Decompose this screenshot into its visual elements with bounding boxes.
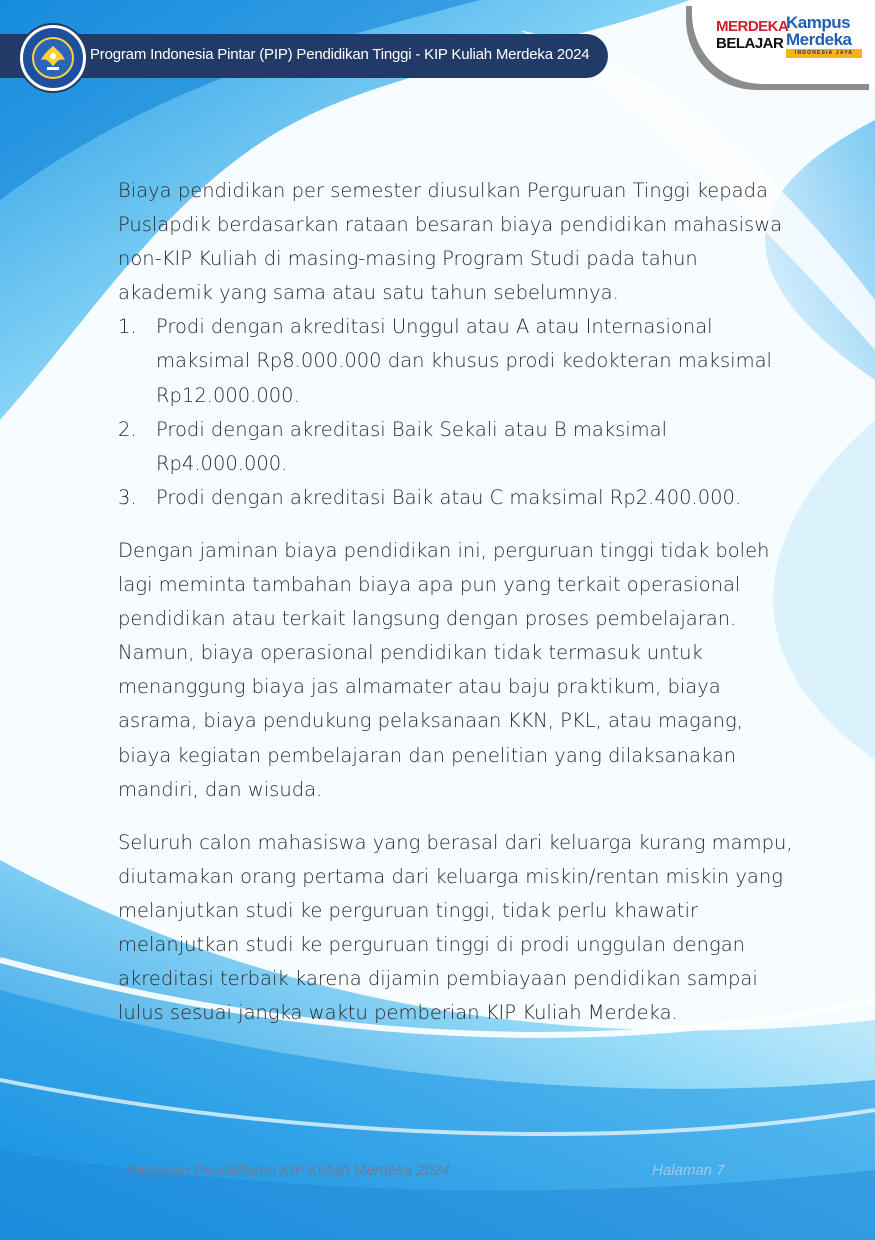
spacer — [118, 515, 798, 534]
spacer — [118, 807, 798, 826]
header-title: Program Indonesia Pintar (PIP) Pendidikan Tinggi - KIP Kuliah Merdeka 2024 — [90, 46, 590, 63]
list-text: Prodi dengan akreditasi Unggul atau A atau Internasional maksimal Rp8.000.000 dan khusus prodi kedokteran maksimal Rp12.000.000. — [156, 315, 772, 407]
footer-document-title: Pedoman Pendaftaran KIP Kuliah Merdeka 2024 — [126, 1162, 450, 1179]
footer-page-number: Halaman 7 — [652, 1162, 725, 1179]
list-number: 3. — [118, 485, 137, 509]
list-text: Prodi dengan akreditasi Baik atau C maksimal Rp2.400.000. — [156, 485, 742, 509]
list-item — [118, 413, 798, 481]
list-number: 2. — [118, 417, 137, 441]
merdeka-belajar-line1: MERDEKA — [716, 18, 789, 35]
main-content — [118, 174, 798, 1030]
list-number: 1. — [118, 315, 137, 339]
emblem-icon — [31, 36, 75, 80]
kampus-merdeka-line1: Kampus — [786, 13, 851, 32]
tut-wuri-handayani-logo — [20, 25, 86, 91]
paragraph-biaya-pendidikan: Biaya pendidikan per semester diusulkan Perguruan Tinggi kepada Puslapdik berdasarkan rataan besaran biaya pendidikan mahasiswa non-KIP Kuliah di masing-masing Program Studi pada tahun akademik yang sama atau satu tahun sebelumnya. — [118, 179, 783, 305]
akreditasi-list — [118, 310, 798, 515]
list-item — [118, 310, 798, 412]
list-item — [118, 481, 798, 515]
kampus-merdeka-tagline: INDONESIA JAYA — [786, 49, 862, 58]
merdeka-belajar-logo — [716, 18, 788, 52]
kampus-merdeka-line2: Merdeka — [786, 30, 852, 49]
list-text: Prodi dengan akreditasi Baik Sekali atau B maksimal Rp4.000.000. — [156, 417, 668, 475]
merdeka-belajar-line2: BELAJAR — [716, 35, 784, 52]
paragraph-jaminan-biaya: Dengan jaminan biaya pendidikan ini, perguruan tinggi tidak boleh lagi meminta tambahan biaya apa pun yang terkait operasional pendidikan atau terkait langsung dengan proses pembelajaran. Namun, biaya operasional pendidikan tidak termasuk untuk menanggung biaya jas almamater atau baju praktikum, biaya asrama, biaya pendukung pelaksanaan KKN, PKL, atau magang, biaya kegiatan pembelajaran dan penelitian yang dilaksanakan mandiri, dan wisuda. — [118, 538, 770, 801]
kampus-merdeka-logo — [786, 14, 862, 58]
paragraph-calon-mahasiswa: Seluruh calon mahasiswa yang berasal dari keluarga kurang mampu, diutamakan orang pertama dari keluarga miskin/rentan miskin yang melanjutkan studi ke perguruan tinggi, tidak perlu khawatir melanjutkan studi ke perguruan tinggi di prodi unggulan dengan akreditasi terbaik karena dijamin pembiayaan pendidikan sampai lulus sesuai jangka waktu pemberian KIP Kuliah Merdeka. — [118, 830, 793, 1025]
